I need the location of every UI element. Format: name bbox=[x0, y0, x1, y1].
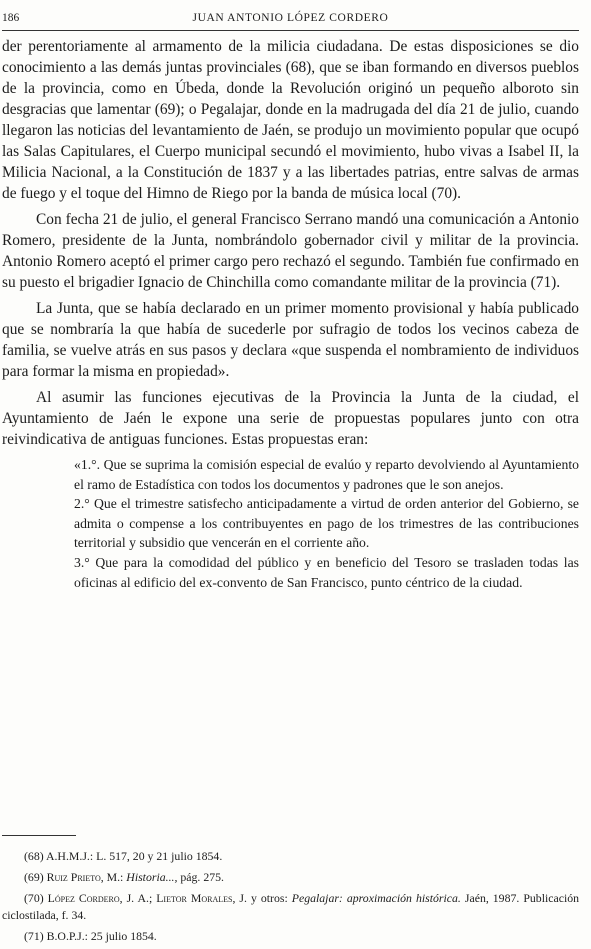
page-number: 186 bbox=[2, 12, 20, 24]
footnotes bbox=[2, 848, 579, 949]
footnote-68 bbox=[2, 848, 579, 865]
footnote-number: (69) bbox=[24, 870, 44, 884]
footnote-author: López Cordero, J. A.; Lietor Morales, J. bbox=[47, 891, 247, 905]
footnote-71 bbox=[2, 928, 579, 945]
running-header bbox=[2, 10, 579, 31]
footnote-69 bbox=[2, 869, 579, 886]
footnote-number: (70) bbox=[24, 891, 44, 905]
footnote-70 bbox=[2, 890, 579, 924]
block-quote bbox=[2, 455, 579, 592]
footnote-text: y otros: bbox=[250, 891, 288, 905]
footnote-text: A.H.M.J.: L. 517, 20 y 21 julio 1854. bbox=[45, 849, 223, 863]
paragraph-3: La Junta, que se había declarado en un primer momento provisional y había publicado que se nombraría la que había de sucederle por sufragio de todos los vecinos cabeza de familia, se vuelve atrás en sus pasos y declara «que suspenda el nombramiento de individuos para formar la misma en propiedad». bbox=[2, 300, 579, 380]
footnote-number: (71) bbox=[24, 929, 44, 943]
footnote-rule bbox=[2, 835, 76, 836]
quote-item-2: 2.° Que el trimestre satisfecho anticipadamente a virtud de orden anterior del Gobierno, se admita o compense a los contribuyentes en pago de los trimestres de las contribuciones territorial y subsidio que vencerán en el corriente año. bbox=[74, 496, 579, 551]
main-text bbox=[2, 36, 579, 592]
paragraph-1: der perentoriamente al armamento de la milicia ciudadana. De estas disposiciones se dio conocimiento a las demás juntas provinciales (68), que se iban formando en diversos pueblos de la provincia, como en Úbeda, donde la Revolución originó un pequeño alboroto sin desgracias que lamentar (69); o Pegalajar, donde en la madrugada del día 21 de julio, cuando llegaron las noticias del levantamiento de Jaén, se produjo un movimiento popular que ocupó las Salas Capitulares, el Cuerpo municipal secundó el movimiento, hubo vivas a Isabel II, la Milicia Nacional, a la Constitución de 1837 y a las libertades patrias, entre salvas de armas de fuego y el toque del Himno de Riego por la banda de música local (70). bbox=[2, 38, 579, 202]
paragraph-4: Al asumir las funciones ejecutivas de la Provincia la Junta de la ciudad, el Ayuntamiento de Jaén le expone una serie de propuestas populares junto con otra reivindicativa de antiguas funciones. Estas propuestas eran: bbox=[2, 389, 579, 448]
footnote-author: Ruiz Prieto, M.: bbox=[46, 870, 124, 884]
quote-item-1: «1.°. Que se suprima la comisión especial de evalúo y reparto devolviendo al Ayuntamiento el ramo de Estadística con todos los documentos y padrones que le son anejos. bbox=[74, 457, 579, 492]
quote-item-3: 3.° Que para la comodidad del público y en beneficio del Tesoro se trasladen todas las oficinas al edificio del ex-convento de San Francisco, punto céntrico de la ciudad. bbox=[74, 554, 579, 590]
running-head-author: JUAN ANTONIO LÓPEZ CORDERO bbox=[192, 12, 389, 24]
footnote-title: Pegalajar: aproximación histórica. bbox=[291, 891, 461, 905]
footnote-text: B.O.P.J.: 25 julio 1854. bbox=[46, 929, 157, 943]
footnote-text: Jaén, 1987. Publicación ciclostilada, f. 34. bbox=[2, 891, 580, 922]
footnote-text: pág. 275. bbox=[180, 870, 224, 884]
footnote-title: Historia..., bbox=[126, 870, 178, 884]
paragraph-2: Con fecha 21 de julio, el general Francisco Serrano mandó una comunicación a Antonio Romero, presidente de la Junta, nombrándolo gobernador civil y militar de la provincia. Antonio Romero aceptó el primer cargo pero rechazó el segundo. También fue confirmado en su puesto el brigadier Ignacio de Chinchilla como comandante militar de la provincia (71). bbox=[2, 211, 579, 291]
footnote-number: (68) bbox=[24, 849, 44, 863]
